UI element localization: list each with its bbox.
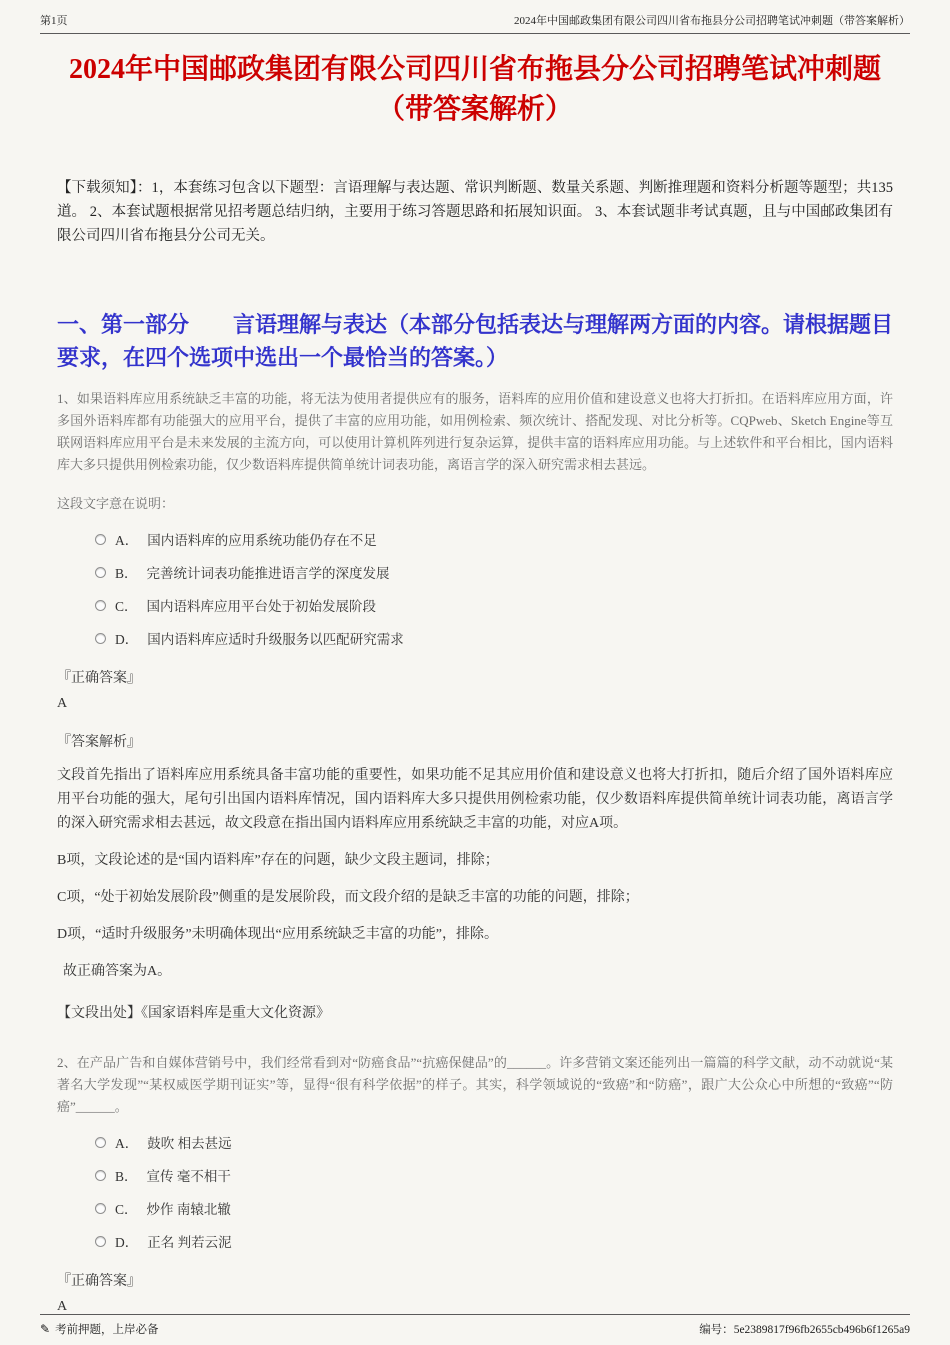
option-key: D． — [115, 1235, 139, 1250]
options-list — [95, 1132, 893, 1251]
option-text: 国内语料库应适时升级服务以匹配研究需求 — [147, 632, 404, 647]
header-document-title: 2024年中国邮政集团有限公司四川省布拖县分公司招聘笔试冲刺题（带答案解析） — [514, 15, 910, 27]
radio-button[interactable] — [95, 600, 106, 611]
correct-answer-value: A — [57, 696, 68, 711]
option-b[interactable] — [95, 562, 893, 582]
option-key: C． — [115, 1202, 138, 1217]
document-id — [699, 1321, 910, 1337]
option-text: 国内语料库的应用系统功能仍存在不足 — [147, 533, 377, 548]
analysis-paragraph: C项，“处于初始发展阶段”侧重的是发展阶段，而文段介绍的是缺乏丰富的功能的问题，排除； — [57, 890, 639, 905]
radio-button[interactable] — [95, 1170, 106, 1181]
footer-slogan: 考前押题，上岸必备 — [55, 1324, 159, 1336]
option-d[interactable] — [95, 1231, 893, 1251]
question-prompt: 这段文字意在说明： — [57, 496, 175, 511]
radio-button[interactable] — [95, 534, 106, 545]
radio-button[interactable] — [95, 1137, 106, 1148]
question-stem: 2、在产品广告和自媒体营销号中，我们经常看到对“防癌食品”“抗癌保健品”的______。许多营销文案还能列出一篇篇的科学文献，动不动就说“某著名大学发现”“某权威医学期刊证实”等，显得“很有科学依据”的样子。其实，科学领域说的“致癌”和“防癌”，跟广大公众心中所想的“致癌”“防癌”______。 — [57, 1055, 893, 1114]
footer-slogan-group — [40, 1321, 159, 1337]
page-header — [40, 0, 910, 34]
option-key: A． — [115, 533, 139, 548]
correct-answer-value: A — [57, 1299, 68, 1314]
radio-button[interactable] — [95, 1203, 106, 1214]
option-a[interactable] — [95, 1132, 893, 1152]
correct-answer-label: 『正确答案』 — [57, 1274, 141, 1289]
analysis-label: 『答案解析』 — [57, 735, 141, 750]
section-heading: 一、第一部分 言语理解与表达（本部分包括表达与理解两方面的内容。请根据题目要求，在四个选项中选出一个最恰当的答案。） — [57, 312, 894, 370]
page-number: 第1页 — [40, 15, 68, 27]
options-list — [95, 529, 893, 648]
question-1 — [57, 388, 893, 1026]
option-key: C． — [115, 599, 138, 614]
radio-button[interactable] — [95, 1236, 106, 1247]
option-text: 正名 判若云泥 — [147, 1235, 232, 1250]
option-c[interactable] — [95, 595, 893, 615]
option-b[interactable] — [95, 1165, 893, 1185]
pen-icon: ✎ — [40, 1321, 51, 1336]
option-key: D． — [115, 632, 139, 647]
analysis-paragraph: B项，文段论述的是“国内语料库”存在的问题，缺少文段主题词，排除； — [57, 853, 499, 868]
option-key: A． — [115, 1136, 139, 1151]
radio-button[interactable] — [95, 567, 106, 578]
option-key: B． — [115, 1169, 138, 1184]
analysis-conclusion: 故正确答案为A。 — [63, 964, 172, 979]
option-text: 国内语料库应用平台处于初始发展阶段 — [146, 599, 377, 614]
analysis-paragraph: D项，“适时升级服务”未明确体现出“应用系统缺乏丰富的功能”，排除。 — [57, 927, 498, 942]
download-notice: 【下载须知】：1，本套练习包含以下题型：言语理解与表达题、常识判断题、数量关系题、判断推理题和资料分析题等题型；共135道。 2、本套试题根据常见招考题总结归纳，主要用于练习答题思路和拓展知识面。 3、本套试题非考试真题，且与中国邮政集团有限公司四川省布拖县分公司无关。 — [57, 180, 893, 244]
radio-button[interactable] — [95, 633, 106, 644]
id-value: 5e2389817f96fb2655cb496b6f1265a9 — [733, 1324, 910, 1336]
option-text: 完善统计词表功能推进语言学的深度发展 — [146, 566, 390, 581]
question-2 — [57, 1052, 893, 1315]
option-c[interactable] — [95, 1198, 893, 1218]
document-title: 2024年中国邮政集团有限公司四川省布拖县分公司招聘笔试冲刺题（带答案解析） — [68, 54, 881, 125]
option-text: 宣传 毫不相干 — [146, 1169, 231, 1184]
page-footer — [40, 1314, 910, 1337]
correct-answer-label: 『正确答案』 — [57, 671, 141, 686]
document-content — [0, 34, 950, 1315]
analysis-paragraph: 文段首先指出了语料库应用系统具备丰富功能的重要性，如果功能不足其应用价值和建设意义也将大打折扣，随后介绍了国外语料库应用平台功能的强大，尾句引出国内语料库情况，国内语料库大多只提供用例检索功能，仅少数语料库提供简单统计词表功能，离语言学的深入研究需求相去甚远，故文段意在指出国内语料库应用系统缺乏丰富的功能，对应A项。 — [57, 768, 893, 831]
source-line: 【文段出处】《国家语料库是重大文化资源》 — [57, 1006, 330, 1021]
option-text: 炒作 南辕北辙 — [146, 1202, 231, 1217]
question-stem: 1、如果语料库应用系统缺乏丰富的功能，将无法为使用者提供应有的服务，语料库的应用价值和建设意义也将大打折扣。在语料库应用方面，许多国外语料库都有功能强大的应用平台，提供了丰富的应用功能，如用例检索、频次统计、搭配发现、对比分析等。CQPweb、Sketch Engine等互联网语料库应用平台是未来发展的主流方向，可以使用计算机阵列进行复杂运算，提供丰富的语料库应用功能。与上述软件和平台相比，国内语料库大多只提供用例检索功能，仅少数语料库提供简单统计词表功能，离语言学的深入研究需求相去甚远。 — [57, 391, 893, 472]
option-a[interactable] — [95, 529, 893, 549]
option-text: 鼓吹 相去甚远 — [147, 1136, 232, 1151]
option-d[interactable] — [95, 628, 893, 648]
id-label: 编号： — [699, 1324, 734, 1336]
option-key: B． — [115, 566, 138, 581]
